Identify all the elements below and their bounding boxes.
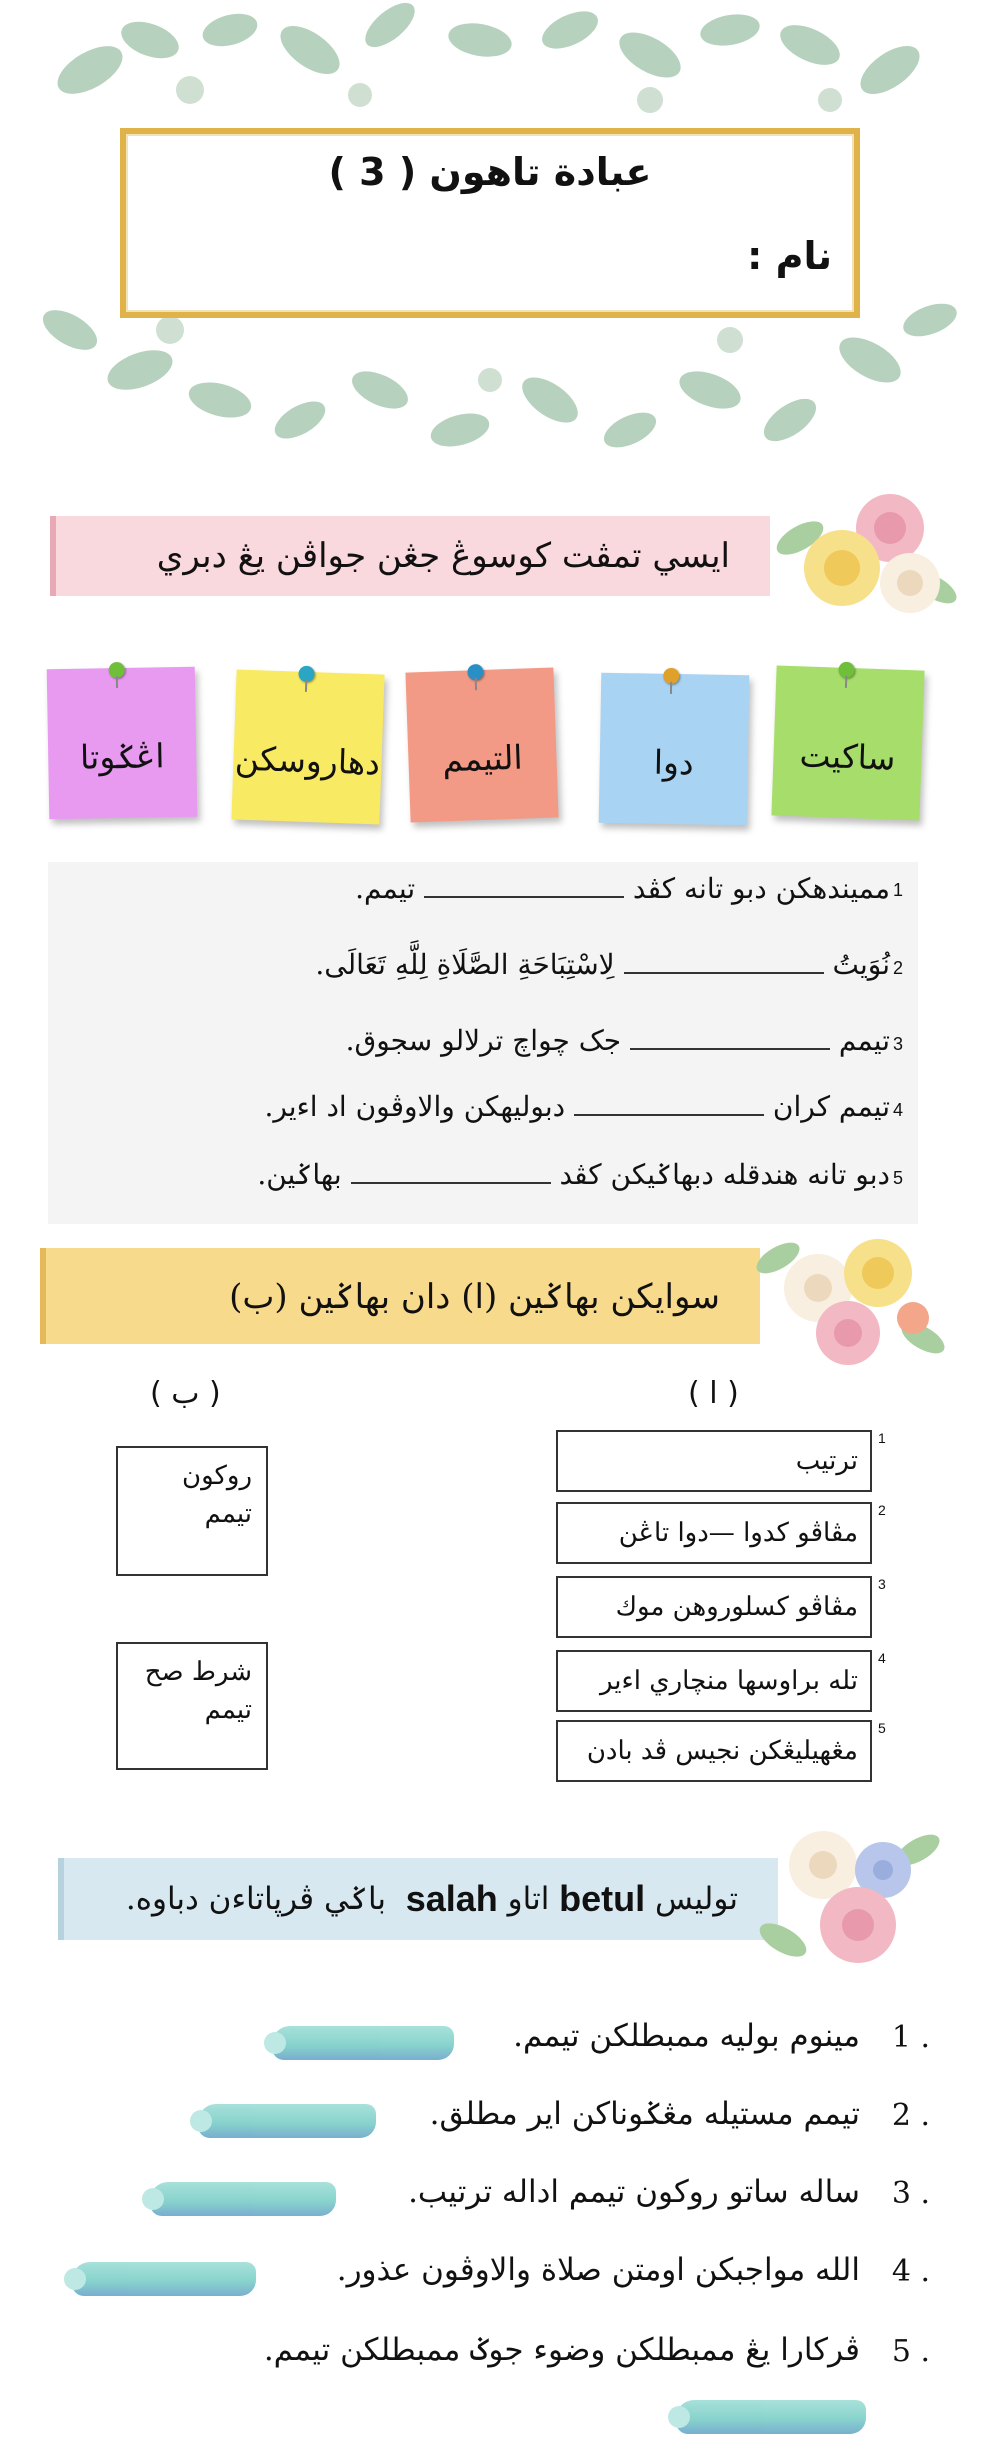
- fill-blank-item-5: دبو تانه هندقله دبهاݢيكن كڤد بهاݢين.: [257, 1154, 890, 1191]
- sticky-note-label: ساكيت: [799, 734, 897, 778]
- answer-blank[interactable]: [624, 944, 824, 974]
- answer-brush-box[interactable]: [198, 2104, 376, 2138]
- item-number: 5 .: [891, 2334, 930, 2369]
- statement-5: ڤركارا يڠ ممبطلكن وضوء جوݢ ممبطلكن تيمم.: [263, 2332, 860, 2368]
- fill-blank-item-4: تيمم كران دبوليهكن والاوڤون اد اءير.: [264, 1086, 890, 1123]
- section1-banner: [50, 516, 770, 596]
- word-betul: betul: [559, 1878, 646, 1919]
- statement-4: الله مواجبكن اومتن صلاة والاوڤون عذور.: [336, 2252, 860, 2288]
- match-item-a-5[interactable]: مڠهيليڠكن نجيس ڤد بادن: [556, 1720, 872, 1782]
- sticky-note-label: دوا: [653, 742, 695, 782]
- section2-instruction: سوايكن بهاݢين (ا) دان بهاݢين (ب): [229, 1276, 720, 1317]
- item-number: 1 .: [891, 2020, 930, 2055]
- match-item-a-4[interactable]: تله براوسها منچاري اءير: [556, 1650, 872, 1712]
- item-number: 1: [892, 880, 903, 900]
- sticky-note-label: دهاروسكن: [234, 737, 381, 783]
- match-item-b-1[interactable]: روكون تيمم: [116, 1446, 268, 1576]
- match-item-a-3[interactable]: مڤاڤو كسلوروهن موك: [556, 1576, 872, 1638]
- answer-blank[interactable]: [424, 868, 624, 898]
- answer-blank[interactable]: [574, 1086, 764, 1116]
- answer-brush-box[interactable]: [72, 2262, 256, 2296]
- item-number: 3 .: [891, 2176, 930, 2211]
- answer-blank[interactable]: [630, 1020, 830, 1050]
- sticky-note-2: [599, 673, 750, 826]
- fill-blank-item-1: مميندهكن دبو تانه كڤد تيمم.: [355, 868, 890, 905]
- pushpin-icon: [298, 666, 315, 683]
- item-number: 2: [878, 1502, 886, 1518]
- item-number: 1: [878, 1430, 886, 1446]
- statement-2: تيمم مستيله مڠݢوناكن اير مطلق.: [429, 2096, 860, 2132]
- rose-flower-icon: [748, 1810, 948, 1980]
- name-label: نام :: [747, 234, 832, 278]
- answer-brush-box[interactable]: [272, 2026, 454, 2060]
- sticky-note-3: [405, 667, 558, 822]
- column-a-header: ( ا ): [688, 1376, 739, 1411]
- answer-brush-box[interactable]: [676, 2400, 866, 2434]
- sticky-note-label: اڠݢوتا: [79, 735, 165, 777]
- pushpin-icon: [109, 662, 125, 678]
- match-item-a-2[interactable]: مڤاڤو كدوا —دوا تاڠن: [556, 1502, 872, 1564]
- item-number: 5: [878, 1720, 886, 1736]
- section2-banner: [40, 1248, 760, 1344]
- sticky-note-label: التيمم: [441, 737, 524, 779]
- answer-brush-box[interactable]: [150, 2182, 336, 2216]
- item-number: 4: [878, 1650, 886, 1666]
- match-item-b-2[interactable]: شرط صح تيمم: [116, 1642, 268, 1770]
- rose-flower-icon: [748, 1218, 948, 1378]
- pushpin-icon: [663, 668, 679, 684]
- item-number: 5: [892, 1168, 903, 1188]
- pushpin-icon: [467, 664, 484, 681]
- sticky-note-5: [47, 667, 198, 820]
- fill-blank-item-2: نُوَيتُ لِاسْتِبَاحَةِ الصَّلَاةِ لِلَّهِ تَعَالَى.: [315, 944, 890, 981]
- column-b-header: ( ب ): [150, 1376, 221, 1411]
- match-item-a-1[interactable]: ترتيب: [556, 1430, 872, 1492]
- worksheet-title: عبادة تاهون ( 3 ): [328, 150, 652, 194]
- item-number: 2: [892, 958, 903, 978]
- word-salah: salah: [405, 1878, 498, 1919]
- statement-3: ساله ساتو روكون تيمم اداله ترتيب.: [408, 2174, 860, 2210]
- sticky-note-1: [771, 665, 924, 820]
- sticky-note-4: [231, 669, 384, 824]
- item-number: 4: [892, 1100, 903, 1120]
- item-number: 3: [892, 1034, 903, 1054]
- section1-instruction: ايسي تمڤت كوسوڠ جڠن جواڤن يڠ دبري: [156, 536, 730, 576]
- rose-flower-icon: [770, 478, 960, 628]
- item-number: 2 .: [891, 2098, 930, 2133]
- pushpin-icon: [838, 662, 855, 679]
- fill-blank-item-3: تيمم جک چواچ ترلالو سجوق.: [346, 1020, 890, 1057]
- item-number: 4 .: [891, 2254, 930, 2289]
- item-number: 3: [878, 1576, 886, 1592]
- statement-1: مينوم بوليه ممبطلكن تيمم.: [513, 2018, 860, 2054]
- section3-banner: توليس betul اتاو salah باݢي ڤرڽاتاءن دباوه.: [58, 1858, 778, 1940]
- answer-blank[interactable]: [351, 1154, 551, 1184]
